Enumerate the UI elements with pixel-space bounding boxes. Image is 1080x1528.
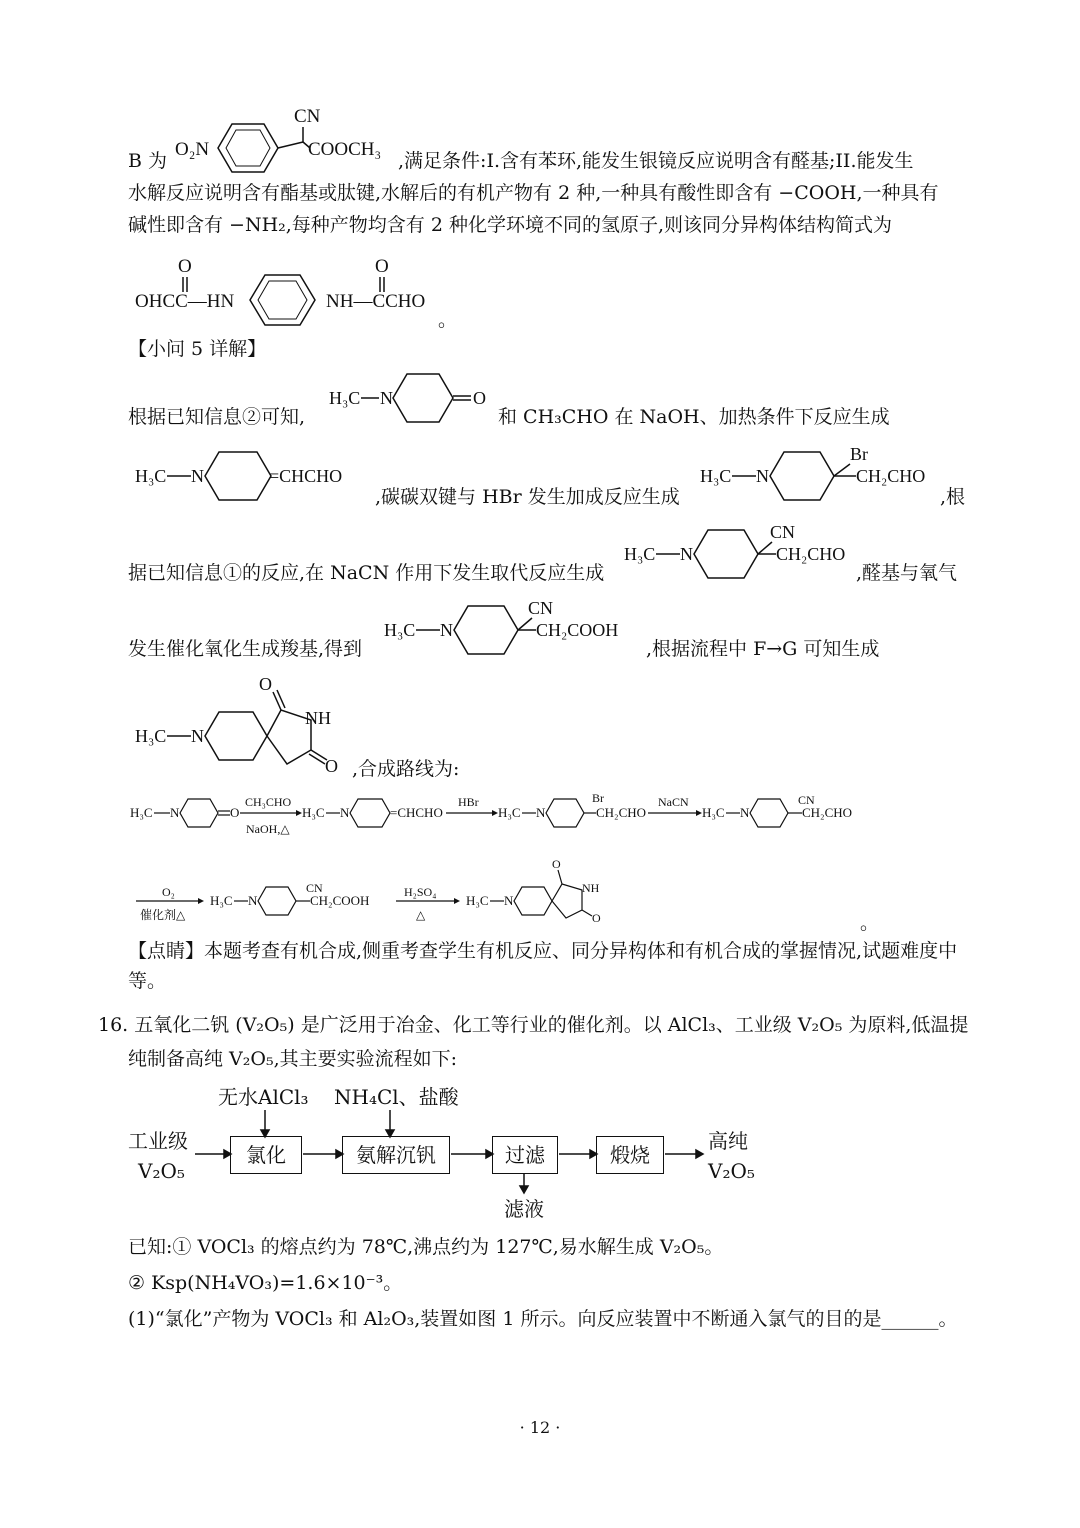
text-line: 发生催化氧化生成羧基,得到 [128, 638, 363, 660]
text-line: ,碳碳双键与 HBr 发生加成反应生成 [375, 486, 680, 508]
text-line: 和 CH₃CHO 在 NaOH、加热条件下反应生成 [498, 406, 890, 428]
svg-text:H₃C: H₃C [302, 805, 325, 820]
svg-text:NH: NH [305, 708, 331, 728]
svg-text:NaCN: NaCN [658, 795, 689, 809]
svg-text:N: N [191, 466, 204, 486]
svg-text:CH₂CHO: CH₂CHO [856, 466, 926, 486]
svg-text:CN: CN [294, 106, 321, 127]
section-header: 【小问 5 详解】 [128, 338, 267, 360]
text-line: 根据已知信息②可知, [128, 406, 306, 428]
svg-text:N: N [536, 805, 546, 820]
svg-text:H₃C: H₃C [135, 726, 167, 746]
text-line: ,根 [940, 486, 966, 508]
svg-text:N: N [740, 805, 750, 820]
question-line: 16. 五氧化二钒 (V₂O₅) 是广泛用于冶金、化工等行业的催化剂。以 AlCl₃、工业级 V₂O₅ 为原料,低温提 [98, 1014, 969, 1036]
flow-input-nh4cl: NH₄Cl、盐酸 [334, 1085, 459, 1109]
known-info: 已知:① VOCl₃ 的熔点约为 78℃,沸点约为 127℃,易水解生成 V₂O₅。 [128, 1236, 724, 1258]
svg-text:H₃C: H₃C [702, 805, 725, 820]
svg-text:=CHCHO: =CHCHO [390, 805, 443, 820]
svg-text:Br: Br [592, 791, 604, 805]
text-line: ,醛基与氧气 [856, 562, 958, 584]
svg-text:N: N [340, 805, 350, 820]
svg-text:H₃C: H₃C [210, 893, 233, 908]
flow-box-calcination: 煅烧 [596, 1136, 664, 1174]
svg-text:CN: CN [770, 522, 796, 542]
svg-text:O: O [325, 756, 338, 776]
question-line: 纯制备高纯 V₂O₅,其主要实验流程如下: [128, 1048, 458, 1070]
flow-end-label: V₂O₅ [708, 1159, 755, 1183]
svg-text:O: O [178, 256, 192, 277]
svg-text:H₃C: H₃C [384, 620, 416, 640]
svg-text:H₂SO₄: H₂SO₄ [404, 885, 437, 899]
svg-text:O: O [473, 388, 486, 408]
svg-text:CH₂COOH: CH₂COOH [310, 893, 370, 908]
text-line: ,根据流程中 F→G 可知生成 [646, 638, 880, 660]
svg-text:CH₂COOH: CH₂COOH [536, 620, 619, 640]
svg-text:Br: Br [850, 444, 868, 464]
svg-text:=CHCHO: =CHCHO [269, 466, 343, 486]
flow-end-label: 高纯 [708, 1129, 748, 1153]
svg-text:H₃C: H₃C [135, 466, 167, 486]
svg-text:△: △ [416, 908, 426, 922]
svg-text:。: 。 [438, 310, 458, 331]
svg-text:CH₂CHO: CH₂CHO [596, 805, 647, 820]
svg-text:H₃C: H₃C [329, 388, 361, 408]
svg-text:N: N [504, 893, 514, 908]
svg-text:O: O [552, 857, 561, 871]
flow-box-ammonolysis: 氨解沉钒 [342, 1136, 450, 1174]
flow-input-alcl3: 无水AlCl₃ [218, 1085, 309, 1109]
svg-text:O: O [259, 674, 272, 694]
svg-text:N: N [440, 620, 453, 640]
text-line: 水解反应说明含有酯基或肽键,水解后的有机产物有 2 种,一种具有酸性即含有 −COOH,一种具有 [128, 182, 939, 204]
svg-text:O: O [375, 256, 389, 277]
page-number: · 12 · [519, 1418, 561, 1437]
svg-text:CN: CN [798, 793, 815, 807]
svg-text:O: O [592, 911, 601, 925]
comment-line: 等。 [128, 970, 167, 992]
svg-text:CH₂CHO: CH₂CHO [802, 805, 853, 820]
text-line: 碱性即含有 −NH₂,每种产物均含有 2 种化学环境不同的氢原子,则该同分异构体结构简式为 [128, 214, 893, 236]
sub-question: (1)“氯化”产物为 VOCl₃ 和 Al₂O₃,装置如图 1 所示。向反应装置中不断通入氯气的目的是______。 [128, 1308, 958, 1330]
known-info: ② Ksp(NH₄VO₃)=1.6×10⁻³。 [128, 1272, 403, 1294]
svg-text:催化剂△: 催化剂△ [140, 908, 186, 922]
svg-text:H₃C: H₃C [624, 544, 656, 564]
svg-text:CN: CN [306, 881, 323, 895]
flow-start-label: 工业级 [128, 1129, 188, 1153]
svg-text:N: N [756, 466, 769, 486]
svg-text:O₂: O₂ [162, 885, 175, 899]
text-line: 据已知信息①的反应,在 NaCN 作用下发生取代反应生成 [128, 562, 605, 584]
svg-text:N: N [248, 893, 258, 908]
svg-text:NaOH,△: NaOH,△ [246, 822, 290, 836]
svg-text:COOCH₃: COOCH₃ [308, 139, 382, 160]
svg-text:CN: CN [528, 598, 554, 618]
svg-text:N: N [380, 388, 393, 408]
text-line: ,合成路线为: [352, 758, 460, 780]
flow-filtrate-label: 滤液 [504, 1197, 544, 1221]
svg-text:O: O [230, 805, 240, 820]
svg-text:N: N [191, 726, 204, 746]
svg-text:H₃C: H₃C [466, 893, 489, 908]
svg-text:CH₃CHO: CH₃CHO [245, 795, 292, 809]
svg-text:H₃C: H₃C [700, 466, 732, 486]
svg-text:H₃C: H₃C [498, 805, 521, 820]
svg-text:N: N [680, 544, 693, 564]
svg-text:NH: NH [582, 881, 600, 895]
b-label: B 为 [128, 150, 168, 172]
svg-text:NH—CCHO: NH—CCHO [326, 291, 426, 312]
svg-text:O₂N: O₂N [175, 139, 210, 160]
svg-text:CH₂CHO: CH₂CHO [776, 544, 846, 564]
comment-line: 【点睛】本题考查有机合成,侧重考查学生有机反应、同分异构体和有机合成的掌握情况,试题难度中 [128, 940, 958, 962]
svg-text:N: N [170, 805, 180, 820]
text-line: ,满足条件:I.含有苯环,能发生银镜反应说明含有醛基;II.能发生 [398, 150, 914, 172]
flow-start-label: V₂O₅ [138, 1159, 185, 1183]
flow-box-filtration: 过滤 [492, 1136, 558, 1174]
text-line: 。 [860, 912, 880, 934]
svg-text:H₃C: H₃C [130, 805, 153, 820]
svg-text:OHCC—HN: OHCC—HN [135, 291, 235, 312]
svg-text:HBr: HBr [458, 795, 479, 809]
flow-box-chlorination: 氯化 [230, 1136, 302, 1174]
